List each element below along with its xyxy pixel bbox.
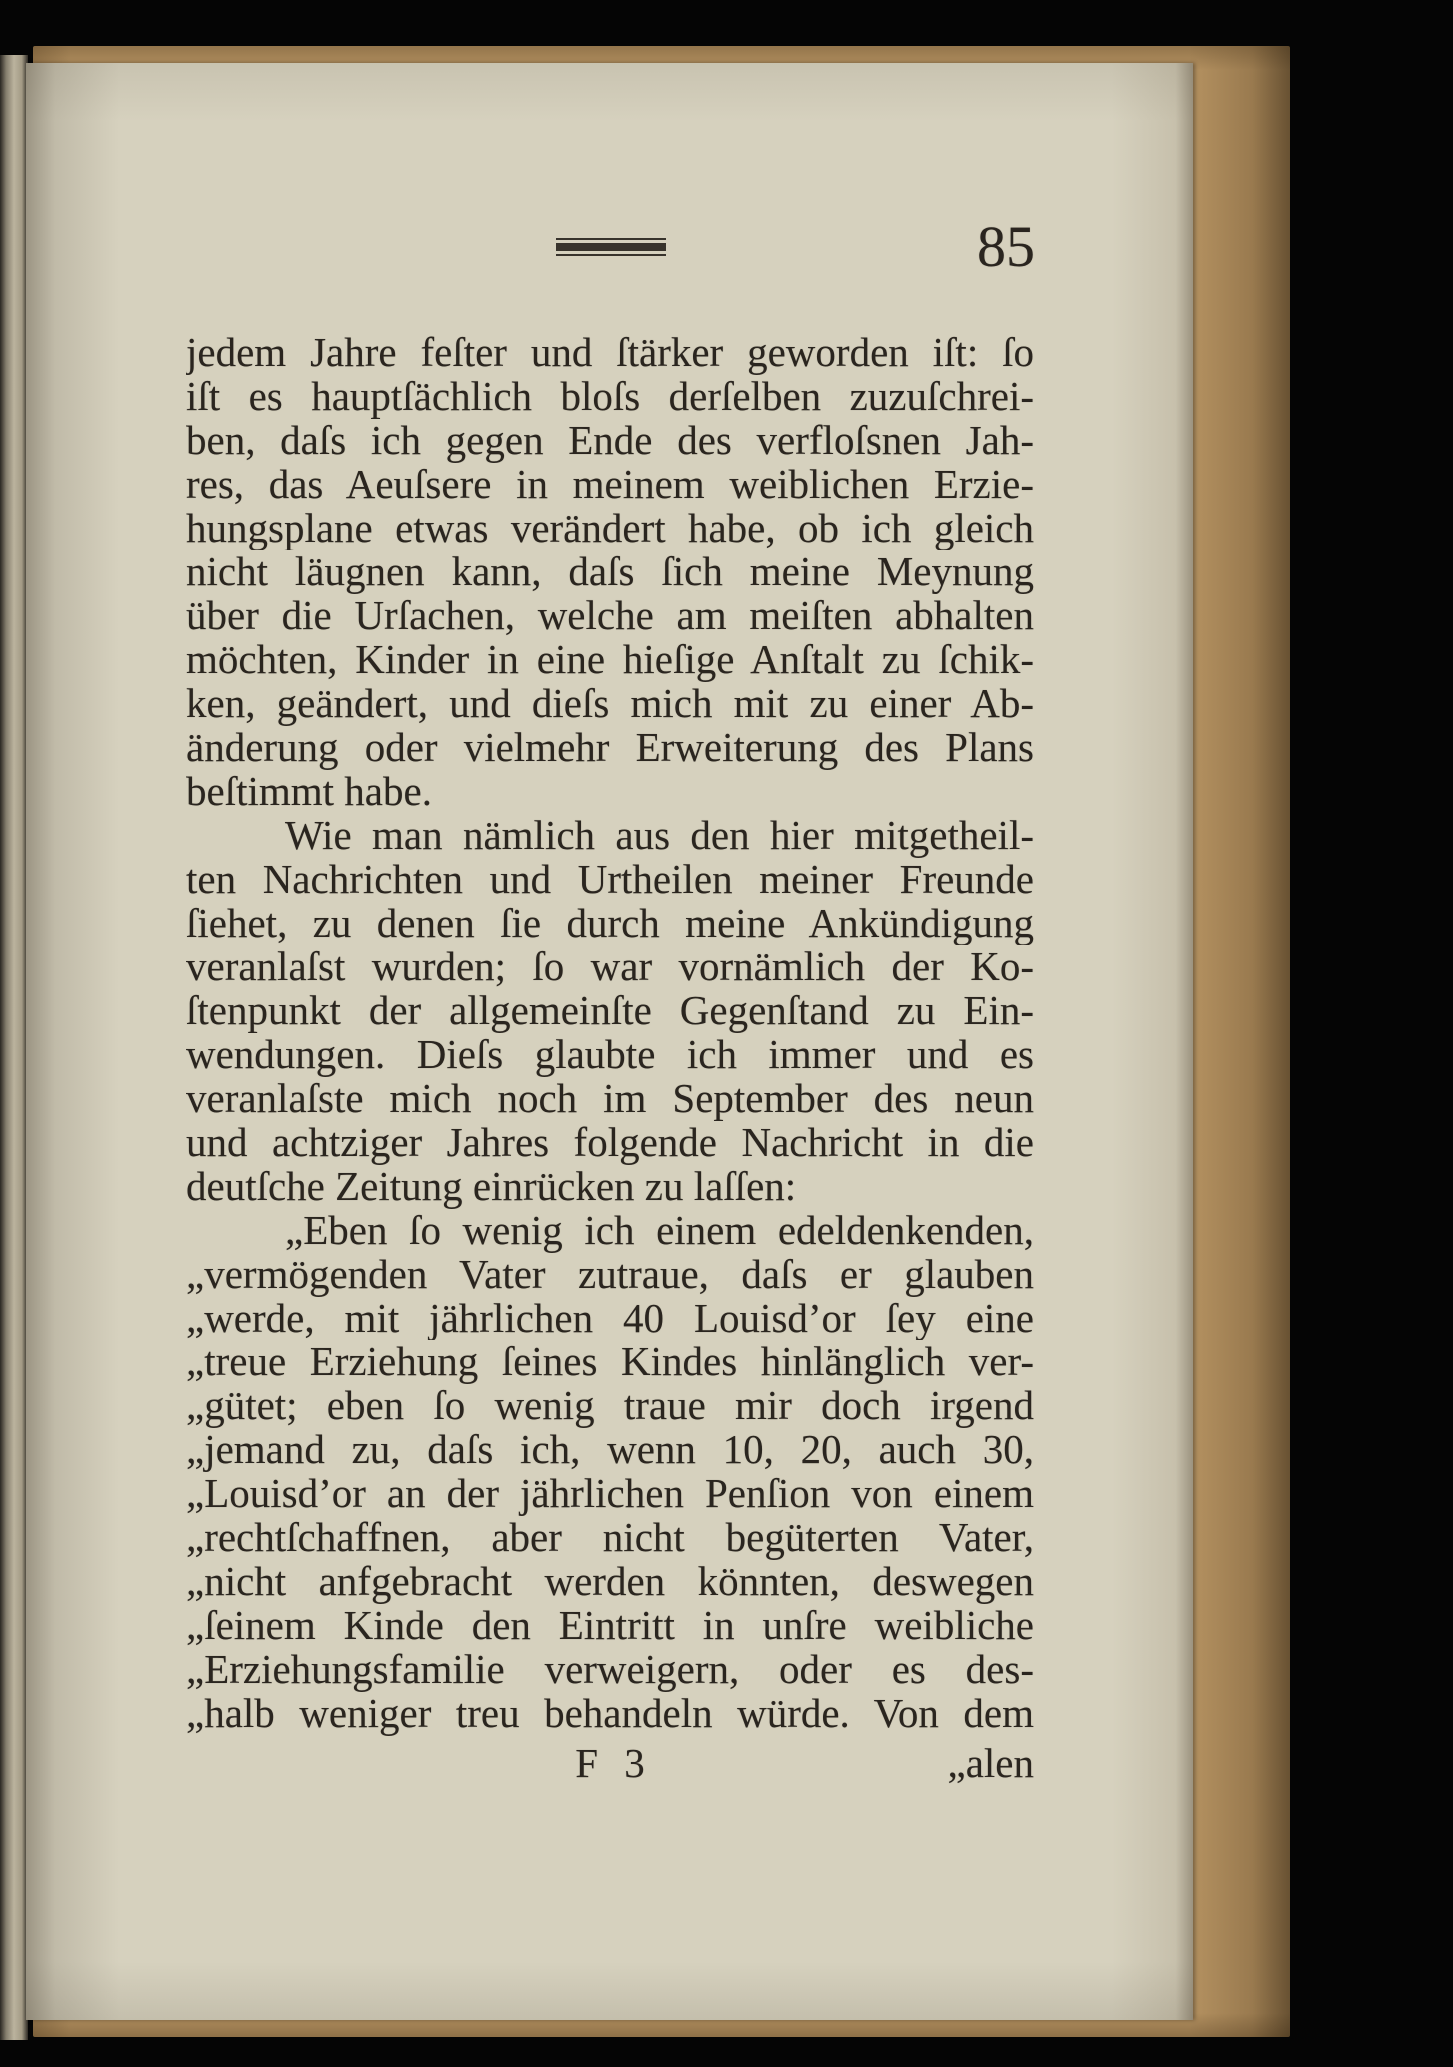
text-line: „werde, mit jährlichen 40 Louisd’or ſey eine — [186, 1296, 1034, 1341]
text-line: nicht läugnen kann, daſs ſich meine Meynung — [186, 550, 1034, 595]
text-line: veranlaſste mich noch im September des neun — [186, 1077, 1034, 1122]
text-line: „nicht anfgebracht werden könnten, deswegen — [186, 1559, 1034, 1604]
page-number: 85 — [977, 214, 1035, 279]
text-line: „jemand zu, daſs ich, wenn 10, 20, auch 30, — [186, 1428, 1034, 1473]
previous-page-edge — [0, 55, 28, 2040]
text-line: iſt es hauptſächlich bloſs derſelben zuzuſchrei- — [186, 374, 1034, 419]
page-footer — [186, 1741, 1034, 1785]
text-line: „rechtſchaffnen, aber nicht begüterten Vater, — [186, 1516, 1034, 1560]
text-line: „ſeinem Kinde den Eintritt in unſre weibliche — [186, 1603, 1034, 1648]
text-line: ken, geändert, und dieſs mich mit zu einer Ab- — [186, 682, 1034, 727]
text-line: „vermögenden Vater zutraue, daſs er glauben — [186, 1252, 1034, 1297]
body-text — [186, 331, 1034, 1736]
text-line: über die Urſachen, welche am meiſten abhalten — [186, 594, 1034, 639]
text-line: Wie man nämlich aus den hier mitgetheil- — [285, 813, 1034, 858]
text-line: wendungen. Dieſs glaubte ich immer und es — [186, 1033, 1034, 1078]
text-line: „halb weniger treu behandeln würde. Von dem — [186, 1691, 1034, 1736]
text-line: „treue Erziehung ſeines Kindes hinlänglich ver- — [186, 1340, 1034, 1385]
text-line: ten Nachrichten und Urtheilen meiner Freunde — [186, 857, 1034, 902]
text-line: „Eben ſo wenig ich einem edeldenkenden, — [285, 1208, 1034, 1253]
text-line: möchten, Kinder in eine hieſige Anſtalt zu ſchik- — [186, 638, 1034, 683]
page-header — [26, 63, 1193, 323]
text-line: beſtimmt habe. — [186, 769, 432, 814]
text-line: „Louisd’or an der jährlichen Penſion von einem — [186, 1472, 1034, 1517]
paragraph — [186, 814, 1034, 1209]
text-line: ben, daſs ich gegen Ende des verfloſsnen Jah- — [186, 418, 1034, 463]
book-page — [26, 63, 1193, 2020]
text-line: „Erziehungsfamilie verweigern, oder es des- — [186, 1647, 1034, 1692]
catchword: „alen — [947, 1740, 1034, 1786]
text-line: ſtenpunkt der allgemeinſte Gegenſtand zu Ein- — [186, 989, 1034, 1034]
text-line: und achtziger Jahres folgende Nachricht in die — [186, 1121, 1034, 1165]
header-rule-ornament-icon — [556, 238, 666, 258]
paragraph — [186, 331, 1034, 814]
text-line: res, das Aeuſsere in meinem weiblichen Erzie- — [186, 462, 1034, 507]
text-line: ſiehet, zu denen ſie durch meine Ankündigung — [186, 901, 1034, 946]
text-line: deutſche Zeitung einrücken zu laſſen: — [186, 1164, 797, 1209]
text-line: jedem Jahre feſter und ſtärker geworden iſt: ſo — [186, 331, 1034, 375]
quoted-notice-paragraph — [186, 1209, 1034, 1736]
text-line: hungsplane etwas verändert habe, ob ich gleich — [186, 506, 1034, 551]
signature-mark: F 3 — [575, 1740, 645, 1786]
text-line: änderung oder vielmehr Erweiterung des Plans — [186, 726, 1034, 770]
text-line: veranlaſst wurden; ſo war vornämlich der Ko- — [186, 945, 1034, 990]
text-line: „gütet; eben ſo wenig traue mir doch irgend — [186, 1384, 1034, 1429]
